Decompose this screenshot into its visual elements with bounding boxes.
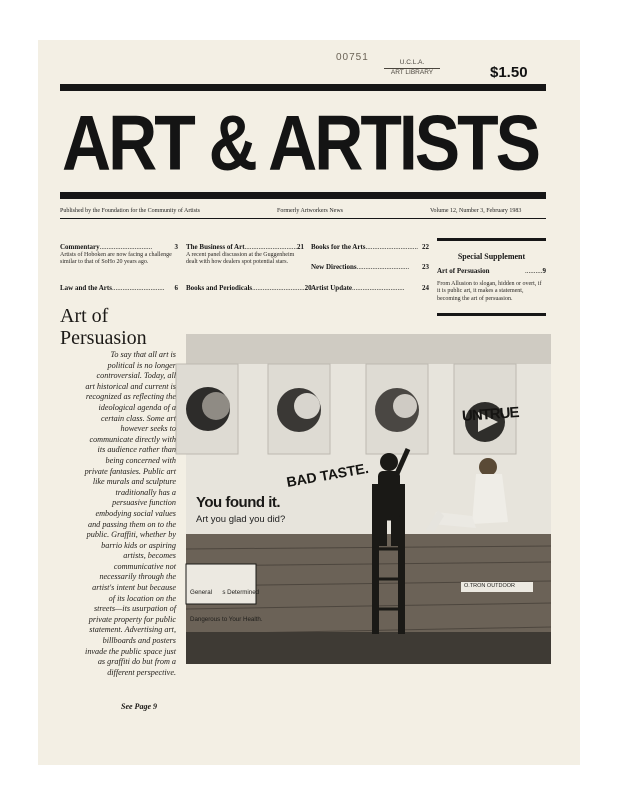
- dot-leader: ..............................: [99, 243, 153, 251]
- dot-leader: ..............................: [244, 243, 298, 251]
- toc-desc: Artists of Hoboken are now facing a challenge similar to that of SoHo 20 years ago.: [60, 252, 172, 266]
- toc-page: 20: [304, 284, 312, 292]
- lede-line: invade the public space just: [85, 646, 176, 656]
- graffiti-bad-taste: BAD TASTE.: [285, 459, 370, 490]
- headline-line2: Persuasion: [60, 327, 147, 349]
- dot-leader: ..............................: [356, 263, 410, 271]
- lede-line: necessarily through the: [99, 572, 176, 582]
- publisher-line: Published by the Foundation for the Community of Artists: [60, 208, 200, 214]
- toc-page: 9: [542, 267, 546, 275]
- dot-leader: ..............................: [111, 284, 165, 292]
- toc-entry-books-arts: [311, 243, 429, 251]
- toc-title: Law and the Arts: [60, 284, 112, 292]
- lede-line: artist's intent but because: [92, 583, 176, 593]
- toc-title: Books for the Arts: [311, 243, 366, 251]
- warning-line1: General s Determined: [190, 589, 260, 596]
- toc-entry-commentary: [60, 243, 178, 267]
- dot-leader: ..............................: [365, 243, 419, 251]
- meta-rule: [60, 218, 546, 219]
- library-stamp-line1: U.C.L.A.: [399, 59, 425, 66]
- painting-1: [176, 364, 238, 454]
- surgeon-general-warning: [190, 570, 263, 642]
- toc-desc: From Allusion to slogan, hidden or overt, if it is public art, it makes a statement, becoming the art of persuasion.: [437, 281, 542, 302]
- dot-leader: ..........: [525, 267, 543, 275]
- cover-price: $1.50: [490, 64, 528, 81]
- lede-line: embodying social values: [95, 508, 176, 518]
- lede-line: political is no longer: [107, 360, 176, 370]
- see-page-link[interactable]: See Page 9: [121, 702, 157, 711]
- lede-line: traditionally has a: [115, 487, 176, 497]
- toc-entry-law: [60, 284, 178, 292]
- toc-title: The Business of Art: [186, 243, 245, 251]
- toc-title: Commentary: [60, 243, 100, 251]
- dot-leader: ..............................: [252, 284, 305, 292]
- billboard-subline: Art you glad you did?: [196, 514, 286, 525]
- lede-line: communicative not: [113, 561, 176, 571]
- toc-entry-new-directions: [311, 263, 429, 271]
- lede-line: and passing them on to the: [87, 519, 176, 529]
- toc-page: 3: [174, 243, 178, 251]
- lede-line: different perspective.: [107, 667, 176, 677]
- lede-line: of its location on the: [108, 593, 176, 603]
- lede-line: To say that all art is: [110, 350, 176, 359]
- dot-leader: ..............................: [352, 284, 405, 292]
- toc-title: Art of Persuasion: [437, 267, 490, 275]
- lede-line: ideological agenda of a: [98, 402, 176, 412]
- toc-title: New Directions: [311, 263, 357, 271]
- lede-line: private fantasies. Public art: [84, 466, 176, 476]
- lede-line: public. Graffiti, whether by: [86, 530, 176, 540]
- lede-line: certain class. Some art: [100, 413, 176, 423]
- library-stamp: [384, 59, 440, 77]
- article-lede: [56, 350, 176, 678]
- lede-line: art historical and current is: [85, 381, 176, 391]
- lede-line: however seeks to: [120, 424, 176, 434]
- supplement-heading: Special Supplement: [457, 252, 526, 261]
- lede-line: statement. Advertising art,: [89, 625, 176, 635]
- toc-entry-artist-update: [311, 284, 429, 292]
- supplement-bottom-rule: [437, 313, 546, 316]
- lede-line: controversial. Today, all: [96, 371, 176, 381]
- masthead-bottom-rule: [60, 192, 546, 199]
- cover-photograph: [186, 334, 551, 664]
- formerly-line: Formerly Artworkers News: [277, 208, 343, 214]
- toc-page: 24: [422, 284, 429, 292]
- toc-page: 6: [174, 284, 178, 292]
- article-headline: [60, 305, 147, 349]
- toc-entry-books-periodicals: [186, 284, 312, 292]
- toc-desc: A recent panel discussion at the Guggenheim dealt with how dealers spot potential stars.: [186, 252, 295, 266]
- lede-line: recognized as reflecting the: [85, 392, 176, 402]
- toc-title: Artist Update: [311, 284, 353, 292]
- library-stamp-line2: ART LIBRARY: [384, 68, 440, 77]
- graffiti-untrue: UNTRUE: [461, 404, 520, 425]
- issue-line: Volume 12, Number 3, February 1983: [430, 208, 522, 214]
- lede-line: being concerned with: [105, 455, 176, 465]
- lede-line: barrio kids or aspiring: [101, 540, 176, 550]
- toc-title: Books and Periodicals: [186, 284, 253, 292]
- billboard-headline: You found it.: [196, 494, 281, 511]
- masthead-top-rule: [60, 84, 546, 91]
- lede-line: streets—its usurpation of: [93, 604, 176, 614]
- headline-line1: Art of: [60, 305, 109, 327]
- warning-line2: Dangerous to Your Health.: [190, 616, 263, 623]
- supplement-top-rule: [437, 238, 546, 241]
- painting-3: [366, 364, 428, 454]
- lede-line: artists, becomes: [123, 551, 176, 561]
- toc-page: 23: [422, 263, 429, 271]
- handwritten-accession-number: 00751: [336, 52, 369, 63]
- lede-line: like murals and sculpture: [92, 477, 176, 487]
- toc-page: 21: [297, 243, 305, 251]
- lede-line: private property for public: [88, 614, 176, 624]
- masthead-title: ART & ARTISTS: [62, 99, 539, 187]
- toc-page: 22: [422, 243, 429, 251]
- lede-line: communicate directly with: [89, 434, 176, 444]
- lede-line: as graffiti do but from a: [97, 657, 176, 667]
- toc-entry-business: [186, 243, 304, 267]
- lede-line: its audience rather than: [97, 445, 176, 455]
- painting-2: [268, 364, 330, 454]
- billboard-company-label: O.TRON OUTDOOR: [464, 583, 516, 589]
- toc-entry-supplement: [437, 267, 546, 303]
- lede-line: persuasive function: [112, 498, 176, 508]
- lede-line: billboards and posters: [102, 636, 176, 646]
